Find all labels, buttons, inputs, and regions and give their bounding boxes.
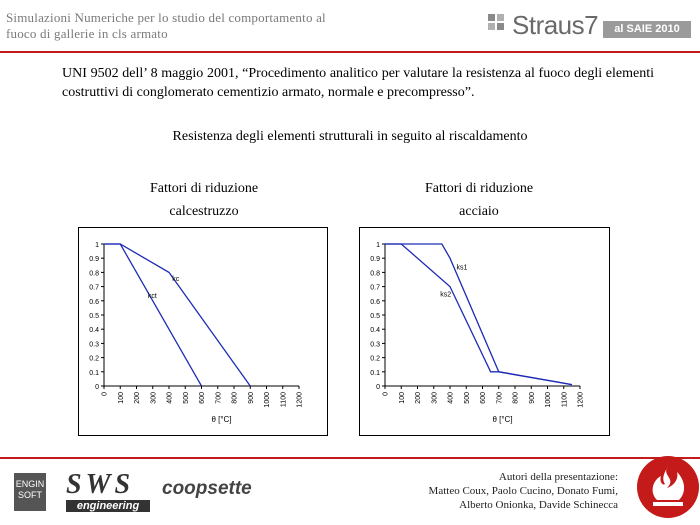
y-tick-label: 0.5: [370, 313, 380, 320]
enginsoft-logo: ENGIN SOFT: [14, 473, 46, 511]
x-tick-label: 500: [463, 392, 471, 404]
presentation-title: Simulazioni Numeriche per lo studio del comportamento al fuoco di gallerie in cls armato: [6, 10, 326, 41]
chart-title-line2: calcestruzzo: [169, 204, 239, 219]
authors-block: [358, 470, 618, 512]
x-tick-label: 100: [117, 392, 125, 404]
saie-badge: al SAIE 2010: [603, 21, 691, 38]
chart-concrete: [78, 227, 328, 436]
logo-square-icon: [488, 14, 495, 21]
x-tick-label: 0: [382, 392, 390, 396]
x-axis-label: θ [°C]: [492, 415, 513, 424]
chart-title-concrete: [104, 177, 304, 223]
fire-shape-icon: [637, 456, 699, 518]
chart-concrete-svg: [79, 228, 327, 435]
series-label-ks1: ks1: [456, 264, 468, 272]
x-tick-label: 1200: [296, 392, 304, 408]
authors-line: Matteo Coux, Paolo Cucino, Donato Fumi,: [428, 485, 618, 497]
chart-title-steel: [379, 177, 579, 223]
x-tick-label: 600: [480, 392, 487, 404]
logo-square-icon: [497, 23, 504, 30]
y-tick-label: 0.5: [89, 313, 99, 320]
x-tick-label: 400: [447, 392, 455, 404]
chart-title-line1: Fattori di riduzione: [424, 181, 534, 196]
y-tick-label: 0.7: [370, 284, 380, 292]
x-tick-label: 600: [199, 392, 206, 404]
x-tick-label: 200: [134, 392, 141, 404]
x-axis-label: θ [°C]: [211, 415, 232, 424]
x-tick-label: 1000: [545, 392, 552, 408]
y-tick-label: 0.4: [89, 327, 99, 335]
y-tick-label: 1: [95, 242, 99, 249]
series-line-kct: [104, 244, 202, 386]
y-tick-label: 0.2: [370, 355, 380, 363]
x-tick-label: 400: [166, 392, 174, 404]
x-tick-label: 1200: [577, 392, 585, 408]
sws-logo-text: SWS: [66, 469, 135, 500]
series-label-kc: kc: [172, 275, 180, 283]
series-line-kc: [104, 244, 250, 386]
y-tick-label: 0.3: [370, 341, 380, 349]
authors-heading: Autori della presentazione:: [498, 471, 618, 483]
header-divider: [0, 51, 700, 53]
y-tick-label: 0.3: [89, 341, 99, 349]
y-tick-label: 0.4: [370, 327, 380, 335]
footer: [0, 468, 700, 525]
y-tick-label: 0: [376, 384, 380, 391]
x-tick-label: 1100: [561, 392, 569, 408]
y-tick-label: 0.8: [370, 270, 380, 278]
fire-emblem-icon: [637, 456, 699, 518]
y-tick-label: 0.8: [89, 270, 99, 278]
section-subtitle: Resistenza degli elementi strutturali in seguito al riscaldamento: [172, 129, 528, 144]
y-tick-label: 0: [95, 384, 99, 391]
x-tick-label: 700: [215, 392, 223, 404]
series-line-ks2: [385, 244, 572, 385]
x-tick-label: 900: [247, 392, 255, 404]
sws-engineering-logo: [66, 470, 150, 512]
intro-paragraph: UNI 9502 dell’ 8 maggio 2001, “Procedimento analitico per valutare la resistenza al fuoco degli elementi costruttivi di conglomerato cementizio armato, normale e precompresso”.: [62, 66, 654, 100]
y-tick-label: 0.1: [89, 369, 99, 377]
y-tick-label: 0.9: [89, 256, 99, 264]
series-line-ks1: [385, 244, 572, 385]
x-tick-label: 1000: [264, 392, 271, 408]
x-tick-label: 100: [398, 392, 406, 404]
authors-line: Alberto Onionka, Davide Schinecca: [459, 499, 618, 511]
x-tick-label: 700: [496, 392, 504, 404]
series-label-ks2: ks2: [440, 291, 452, 299]
chart-title-line2: acciaio: [459, 204, 499, 219]
x-tick-label: 900: [528, 392, 536, 404]
footer-divider: [0, 457, 700, 459]
x-tick-label: 500: [182, 392, 190, 404]
straus7-wordmark: Straus7: [512, 10, 599, 40]
y-tick-label: 0.6: [370, 298, 380, 306]
x-tick-label: 1100: [280, 392, 288, 408]
y-tick-label: 0.9: [370, 256, 380, 264]
x-tick-label: 800: [231, 392, 239, 404]
chart-steel: [359, 227, 610, 436]
x-tick-label: 300: [150, 392, 158, 404]
sws-logo-subtext: engineering: [66, 500, 150, 512]
x-tick-label: 200: [415, 392, 422, 404]
series-label-kct: kct: [147, 292, 157, 300]
x-tick-label: 0: [101, 392, 109, 396]
y-tick-label: 1: [376, 242, 380, 249]
coopsette-logo: coopsette: [162, 478, 252, 499]
y-tick-label: 0.6: [89, 298, 99, 306]
logo-square-icon: [488, 23, 495, 30]
x-tick-label: 300: [431, 392, 439, 404]
straus7-logo: [488, 10, 693, 42]
y-tick-label: 0.2: [89, 355, 99, 363]
x-tick-label: 800: [512, 392, 520, 404]
chart-steel-svg: [360, 228, 609, 435]
logo-square-icon: [497, 14, 504, 21]
y-tick-label: 0.1: [370, 369, 380, 377]
chart-title-line1: Fattori di riduzione: [149, 181, 259, 196]
y-tick-label: 0.7: [89, 284, 99, 292]
